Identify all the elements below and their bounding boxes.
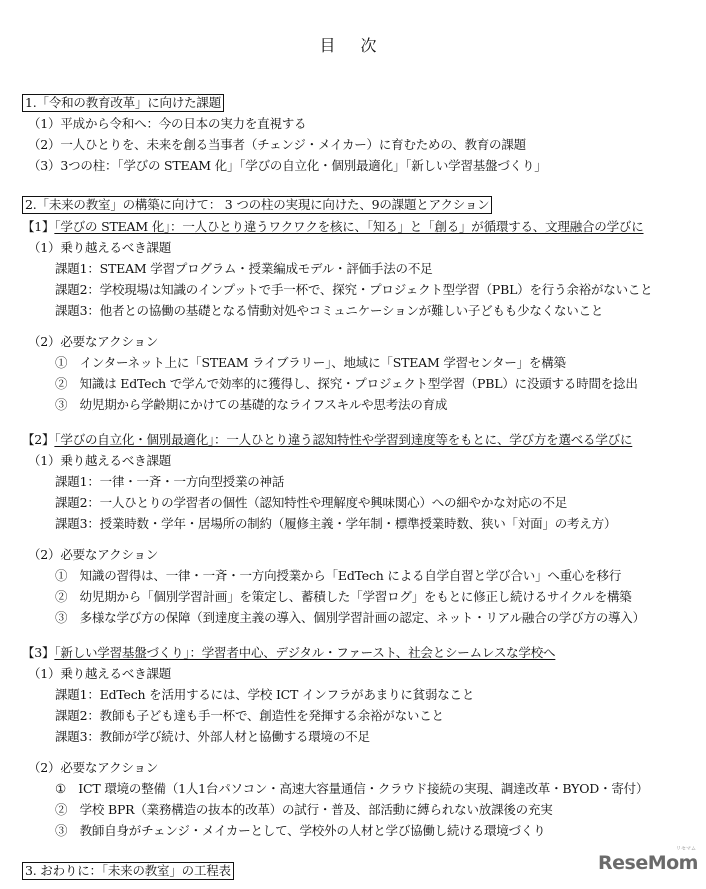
pillar-1-challenge-3: 課題3：他者との協働の基礎となる情動対処やコミュニケーションが難しい子どもも少なくないこと	[55, 303, 604, 318]
pillar-2-actions-label: （2）必要なアクション	[28, 547, 159, 562]
pillar-1-number: 【1】	[22, 219, 55, 234]
s1-item-2: （2）一人ひとりを、未来を創る当事者（チェンジ・メイカー）に育むための、教育の課題	[28, 137, 526, 152]
pillar-3-title: 「新しい学習基盤づくり」：学習者中心、デジタル・ファースト、社会とシームレスな学校へ	[54, 645, 556, 660]
pillar-1-title: 「学びの STEAM 化」：一人ひとり違うワクワクを核に、「知る」と「創る」が循環する、文理融合の学びに	[54, 219, 644, 234]
pillar-1-heading	[22, 218, 644, 235]
pillar-1-action-2: ② 知識は EdTech で学んで効率的に獲得し、探究・プロジェクト型学習（PBL）に没頭する時間を捻出	[55, 376, 638, 391]
pillar-2-heading	[22, 431, 632, 448]
pillar-3-actions-label: （2）必要なアクション	[28, 760, 159, 775]
pillar-3-action-1: ① ICT 環境の整備（1人1台パソコン・高速大容量通信・クラウド接続の実現、調達改革・BYOD・寄付）	[55, 781, 649, 796]
resemom-watermark-logo	[598, 846, 698, 874]
pillar-3-number: 【3】	[22, 645, 55, 660]
pillar-2-challenge-2: 課題2：一人ひとりの学習者の個性（認知特性や理解度や興味関心）への細やかな対応の不足	[55, 495, 568, 510]
pillar-3-heading	[22, 644, 555, 661]
pillar-1-actions-label: （2）必要なアクション	[28, 334, 159, 349]
pillar-1-action-3: ③ 幼児期から学齢期にかけての基礎的なライフスキルや思考法の育成	[55, 397, 448, 412]
pillar-2-title: 「学びの自立化・個別最適化」：一人ひとり違う認知特性や学習到達度等をもとに、学び方を選べる学びに	[54, 432, 633, 447]
pillar-2-challenge-3: 課題3：授業時数・学年・居場所の制約（履修主義・学年制・標準授業時数、狭い「対面」の考え方）	[55, 516, 617, 531]
pillar-3-challenges-label: （1）乗り越えるべき課題	[28, 666, 172, 681]
pillar-3-action-2: ② 学校 BPR（業務構造の抜本的改革）の試行・普及、部活動に縛られない放課後の充実	[55, 802, 553, 817]
pillar-2-action-3: ③ 多様な学び方の保障（到達度主義の導入、個別学習計画の認定、ネット・リアル融合の学び方の導入）	[55, 610, 645, 625]
pillar-1-challenges-label: （1）乗り越えるべき課題	[28, 240, 172, 255]
pillar-2-challenge-1: 課題1：一律・一斉・一方向型授業の神話	[55, 474, 285, 489]
pillar-1-challenge-2: 課題2：学校現場は知識のインプットで手一杯で、探究・プロジェクト型学習（PBL）を行う余裕がないこと	[55, 282, 653, 297]
watermark-brand: ReseMom	[598, 852, 698, 874]
pillar-2-action-1: ① 知識の習得は、一律・一斉・一方向授業から「EdTech による自学自習と学び合い」へ重心を移行	[55, 568, 622, 583]
pillar-2-number: 【2】	[22, 432, 55, 447]
section-2-heading: 2.「未来の教室」の構築に向けて： 3 つの柱の実現に向けた、9の課題とアクション	[22, 196, 492, 214]
pillar-3-action-3: ③ 教師自身がチェンジ・メイカーとして、学校外の人材と学び協働し続ける環境づくり	[55, 823, 546, 838]
pillar-1-challenge-1: 課題1：STEAM 学習プログラム・授業編成モデル・評価手法の不足	[55, 261, 433, 276]
section-3-heading: 3. おわりに：「未来の教室」の工程表	[22, 862, 234, 880]
s1-item-1: （1）平成から令和へ：今の日本の実力を直視する	[28, 116, 307, 131]
pillar-3-challenge-1: 課題1：EdTech を活用するには、学校 ICT インフラがあまりに貧弱なこと	[55, 687, 475, 702]
pillar-2-action-2: ② 幼児期から「個別学習計画」を策定し、蓄積した「学習ログ」をもとに修正し続けるサイクルを構築	[55, 589, 632, 604]
pillar-3-challenge-2: 課題2：教師も子ども達も手一杯で、創造性を発揮する余裕がないこと	[55, 708, 444, 723]
s1-item-3: （3）3つの柱：「学びの STEAM 化」「学びの自立化・個別最適化」「新しい学習基盤づくり」	[28, 158, 547, 173]
watermark-small-text: リセマム	[676, 846, 696, 852]
pillar-2-challenges-label: （1）乗り越えるべき課題	[28, 453, 172, 468]
page-title: 目 次	[319, 36, 387, 55]
section-1-heading: 1.「令和の教育改革」に向けた課題	[22, 94, 224, 112]
pillar-3-challenge-3: 課題3：教師が学び続け、外部人材と協働する環境の不足	[55, 729, 370, 744]
pillar-1-action-1: ① インターネット上に「STEAM ライブラリー」、地域に「STEAM 学習センター」を構築	[55, 355, 566, 370]
